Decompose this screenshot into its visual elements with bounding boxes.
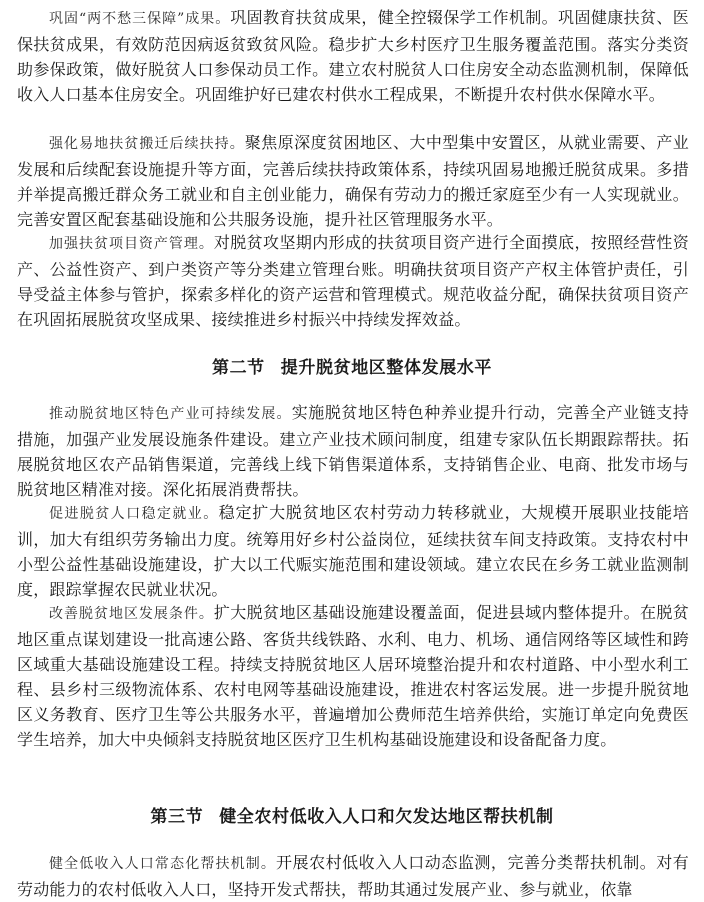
paragraph-body: 稳定扩大脱贫地区农村劳动力转移就业，大规模开展职业技能培训，加大有组织劳务输出力度。统筹用好乡村公益岗位，延续扶贫车间支持政策。支持农村中小型公益性基础设施建设，扩大以工代赈实施范围和建设领域。建立农民在乡务工就业监测制度，跟踪掌握农民就业状况。 [17, 503, 689, 599]
section-number: 第三节 [150, 807, 204, 827]
paragraph-development-conditions [17, 600, 689, 752]
paragraph-lead: 加强扶贫项目资产管理。 [49, 236, 214, 252]
paragraph-specialty-industry [17, 400, 689, 502]
paragraph-body: 巩固教育扶贫成果，健全控辍保学工作机制。巩固健康扶贫、医保扶贫成果，有效防范因病返贫致贫风险。稳步扩大乡村医疗卫生服务覆盖范围。落实分类资助参保政策，做好脱贫人口参保动员工作。建立农村脱贫人口住房安全动态监测机制，保障低收入人口基本住房安全。巩固维护好已建农村供水工程成果，不断提升农村供水保障水平。 [17, 8, 689, 104]
paragraph-project-assets [17, 230, 689, 332]
paragraph-body: 开展农村低收入人口动态监测，完善分类帮扶机制。对有劳动能力的农村低收入人口，坚持开发式帮扶，帮助其通过发展产业、参与就业，依靠 [17, 853, 689, 899]
section-heading-2 [0, 353, 704, 378]
paragraph-stable-employment [17, 500, 689, 602]
section-title: 提升脱贫地区整体发展水平 [280, 358, 492, 378]
paragraph-lead: 健全低收入人口常态化帮扶机制。 [49, 856, 276, 872]
paragraph-lead: 推动脱贫地区特色产业可持续发展。 [49, 406, 292, 422]
paragraph-body: 对脱贫攻坚期内形成的扶贫项目资产进行全面摸底，按照经营性资产、公益性资产、到户类资产等分类建立管理台账。明确扶贫项目资产产权主体管护责任，引导受益主体参与管护，探索多样化的资产运营和管理模式。规范收益分配，确保扶贫项目资产在巩固拓展脱贫攻坚成果、接续推进乡村振兴中持续发挥效益。 [17, 233, 689, 329]
paragraph-low-income-support [17, 850, 689, 902]
section-number: 第二节 [211, 358, 265, 378]
paragraph-body: 扩大脱贫地区基础设施建设覆盖面，促进县域内整体提升。在脱贫地区重点谋划建设一批高速公路、客货共线铁路、水利、电力、机场、通信网络等区域性和跨区域重大基础设施建设工程。持续支持脱贫地区人居环境整治提升和农村道路、中小型水利工程、县乡村三级物流体系、农村电网等基础设施建设，推进农村客运发展。进一步提升脱贫地区义务教育、医疗卫生等公共服务水平，普遍增加公费师范生培养供给，实施订单定向免费医学生培养，加大中央倾斜支持脱贫地区医疗卫生机构基础设施建设和设备配备力度。 [17, 603, 689, 749]
paragraph-lead: 强化易地扶贫搬迁后续扶持。 [49, 136, 245, 152]
paragraph-body: 聚焦原深度贫困地区、大中型集中安置区，从就业需要、产业发展和后续配套设施提升等方面，完善后续扶持政策体系，持续巩固易地搬迁脱贫成果。多措并举提高搬迁群众务工就业和自主创业能力，确保有劳动力的搬迁家庭至少有一人实现就业。完善安置区配套基础设施和公共服务设施，提升社区管理服务水平。 [17, 133, 689, 229]
paragraph-lead: 巩固“两不愁三保障”成果。 [49, 11, 231, 27]
paragraph-body: 实施脱贫地区特色种养业提升行动，完善全产业链支持措施，加强产业发展设施条件建设。建立产业技术顾问制度，组建专家队伍长期跟踪帮扶。拓展脱贫地区农产品销售渠道，完善线上线下销售渠道体系，支持销售企业、电商、批发市场与脱贫地区精准对接。深化拓展消费帮扶。 [17, 403, 689, 499]
section-heading-3 [0, 802, 704, 827]
paragraph-lead: 促进脱贫人口稳定就业。 [49, 506, 219, 522]
section-title: 健全农村低收入人口和欠发达地区帮扶机制 [219, 807, 554, 827]
paragraph-relocation-support [17, 130, 689, 232]
paragraph-two-no-worries [17, 5, 689, 107]
paragraph-lead: 改善脱贫地区发展条件。 [49, 606, 214, 622]
